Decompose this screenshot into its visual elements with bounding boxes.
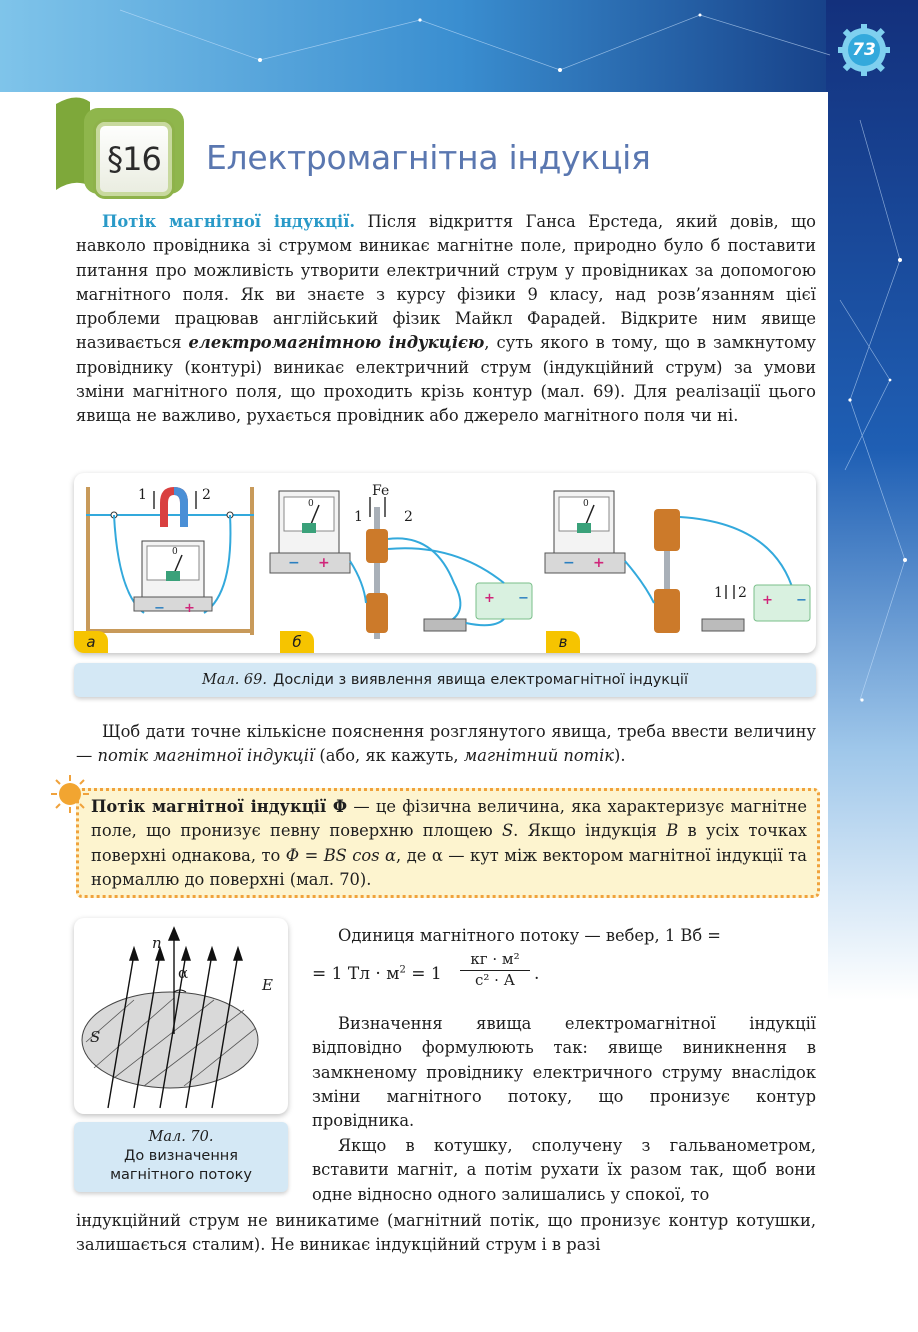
unit-fraction — [460, 950, 530, 989]
galvanometer-zero: 0 — [172, 547, 178, 557]
section-number: §16 — [107, 140, 161, 178]
panel-label-b: б — [280, 631, 314, 653]
paragraph-definition: Визначення явища електромагнітної індукції відповідно формулюють так: явище виникнення в замкненому провіднику електричного струму внаслідок зміни магнітного потоку, що пронизує контур провідника. — [312, 1014, 816, 1131]
formula-left — [312, 964, 442, 984]
minus-terminal: − — [563, 555, 575, 571]
normal-vector-label: n — [152, 934, 162, 952]
panel-label-c: в — [546, 631, 580, 653]
lead-heading: Потік магнітної індукції. — [102, 212, 356, 231]
plus-terminal: + — [484, 591, 495, 606]
arrow-label-1: 1 — [714, 585, 723, 601]
arrow-label-2: 2 — [738, 585, 747, 601]
induction-experiments-illustration — [74, 473, 816, 653]
definition-box — [76, 788, 820, 898]
galvanometer-zero: 0 — [308, 499, 314, 509]
figure-69 — [74, 473, 816, 653]
paragraph-flux-intro — [76, 720, 816, 769]
page-number-text: 73 — [852, 40, 876, 60]
minus-terminal: − — [154, 601, 165, 616]
definition-text — [91, 795, 807, 892]
section-badge — [93, 119, 175, 199]
formula-exponent: 2 — [399, 964, 406, 976]
symbol-S: S — [501, 821, 514, 841]
formula-part: = 1 — [405, 964, 442, 984]
italic-term: потік магнітної індукції — [97, 746, 315, 766]
paragraph-continuation: індукційний струм не виникатиме (магнітний потік, що пронизує контур котушки, залишається сталим). Не виникає індукційний струм і в разі — [76, 1211, 816, 1255]
unit-formula — [312, 946, 572, 1004]
caption-label: Мал. 70. — [148, 1129, 214, 1145]
page-title: Електромагнітна індукція — [206, 138, 651, 177]
figure-70-caption — [74, 1122, 288, 1192]
page-number — [832, 24, 896, 76]
plus-terminal: + — [318, 555, 330, 571]
symbol-B: B — [666, 821, 679, 841]
arrow-label-1: 1 — [354, 509, 363, 525]
panel-c-illustration — [545, 491, 810, 633]
flux-diagram — [74, 918, 288, 1114]
paragraph-text: ). — [614, 746, 626, 766]
minus-terminal: − — [518, 591, 529, 606]
paragraph-coil: Якщо в котушку, сполучену з гальванометром, вставити магніт, а потім рухати їх разом так, щоб вони одне відносно одного залишались у спокої, то — [312, 1136, 816, 1204]
paragraph-text: Після відкриття Ганса Ерстеда, який довів, що навколо провідника зі струмом виникає магнітне поле, природно було б поставити питання про можливість утворити електричний струм у провідниках за допомогою магнітного поля. Як ви знаєте з курсу фізики 9 класу, над розв’язанням цієї проблеми працював англійський фізик Майкл Фарадей. Відкрите ним явище називається — [76, 212, 816, 353]
sun-icon — [50, 774, 90, 814]
definition-part: , де α — кут між вектором магнітної індукції та нормаллю до поверхні (мал. 70). — [91, 845, 807, 889]
caption-line: магнітного потоку — [110, 1167, 252, 1183]
paragraph-text: Щоб дати точне кількісне пояснення розглянутого явища, треба ввести величину — — [76, 722, 816, 766]
fraction-numerator: кг · м² — [460, 950, 530, 971]
definition-part: в усіх точках поверхні однакова, то — [91, 821, 807, 865]
angle-label: α — [178, 964, 189, 982]
definition-term: Потік магнітної індукції Φ — [91, 797, 348, 816]
emphasis-term: електромагнітною індукцією — [188, 333, 485, 353]
formula-end: . — [534, 964, 540, 984]
galvanometer-zero: 0 — [583, 499, 589, 509]
flux-formula: Φ = BS cos α — [285, 845, 397, 865]
figure-70 — [74, 918, 288, 1114]
figure-69-caption — [74, 663, 816, 697]
caption-line: До визначення — [123, 1148, 239, 1164]
formula-part: = 1 Тл · м — [312, 964, 400, 984]
surface-label: S — [90, 1028, 101, 1046]
definition-part: . Якщо індукція — [513, 821, 667, 841]
arrow-label-1: 1 — [138, 487, 147, 503]
italic-term: магнітний потік — [463, 746, 615, 766]
paragraph-intro — [76, 210, 816, 429]
paragraph-text: , суть якого в тому, що в замкнутому провіднику (контурі) виникає електричний струм (індукційний струм) за умови зміни магнітного поля, що проходить крізь контур (мал. 69). Для реалізації цього явища не важливо, рухається провідник або джерело магнітного поля чи ні. — [76, 333, 817, 426]
unit-definition: Одиниця магнітного потоку — вебер, 1 Вб = — [338, 926, 721, 945]
field-vector-label: E — [262, 976, 273, 994]
panel-label-a: а — [74, 631, 108, 653]
plus-terminal: + — [184, 601, 195, 616]
plus-terminal: + — [593, 555, 605, 571]
paragraph-text: (або, як кажуть, — [314, 746, 464, 766]
definition-part: — це фізична величина, яка характеризує магнітне поле, що пронизує певну поверхню площею — [91, 797, 807, 841]
arrow-label-2: 2 — [202, 487, 211, 503]
core-label: Fe — [372, 483, 390, 499]
minus-terminal: − — [796, 593, 807, 608]
arrow-label-2: 2 — [404, 509, 413, 525]
minus-terminal: − — [288, 555, 300, 571]
panel-a-illustration — [86, 487, 254, 635]
panel-b-illustration — [270, 491, 532, 639]
caption-text: Досліди з виявлення явища електромагнітної індукції — [273, 672, 688, 688]
fraction-denominator: с² · А — [474, 971, 516, 989]
caption-label: Мал. 69. — [201, 672, 267, 688]
plus-terminal: + — [762, 593, 773, 608]
